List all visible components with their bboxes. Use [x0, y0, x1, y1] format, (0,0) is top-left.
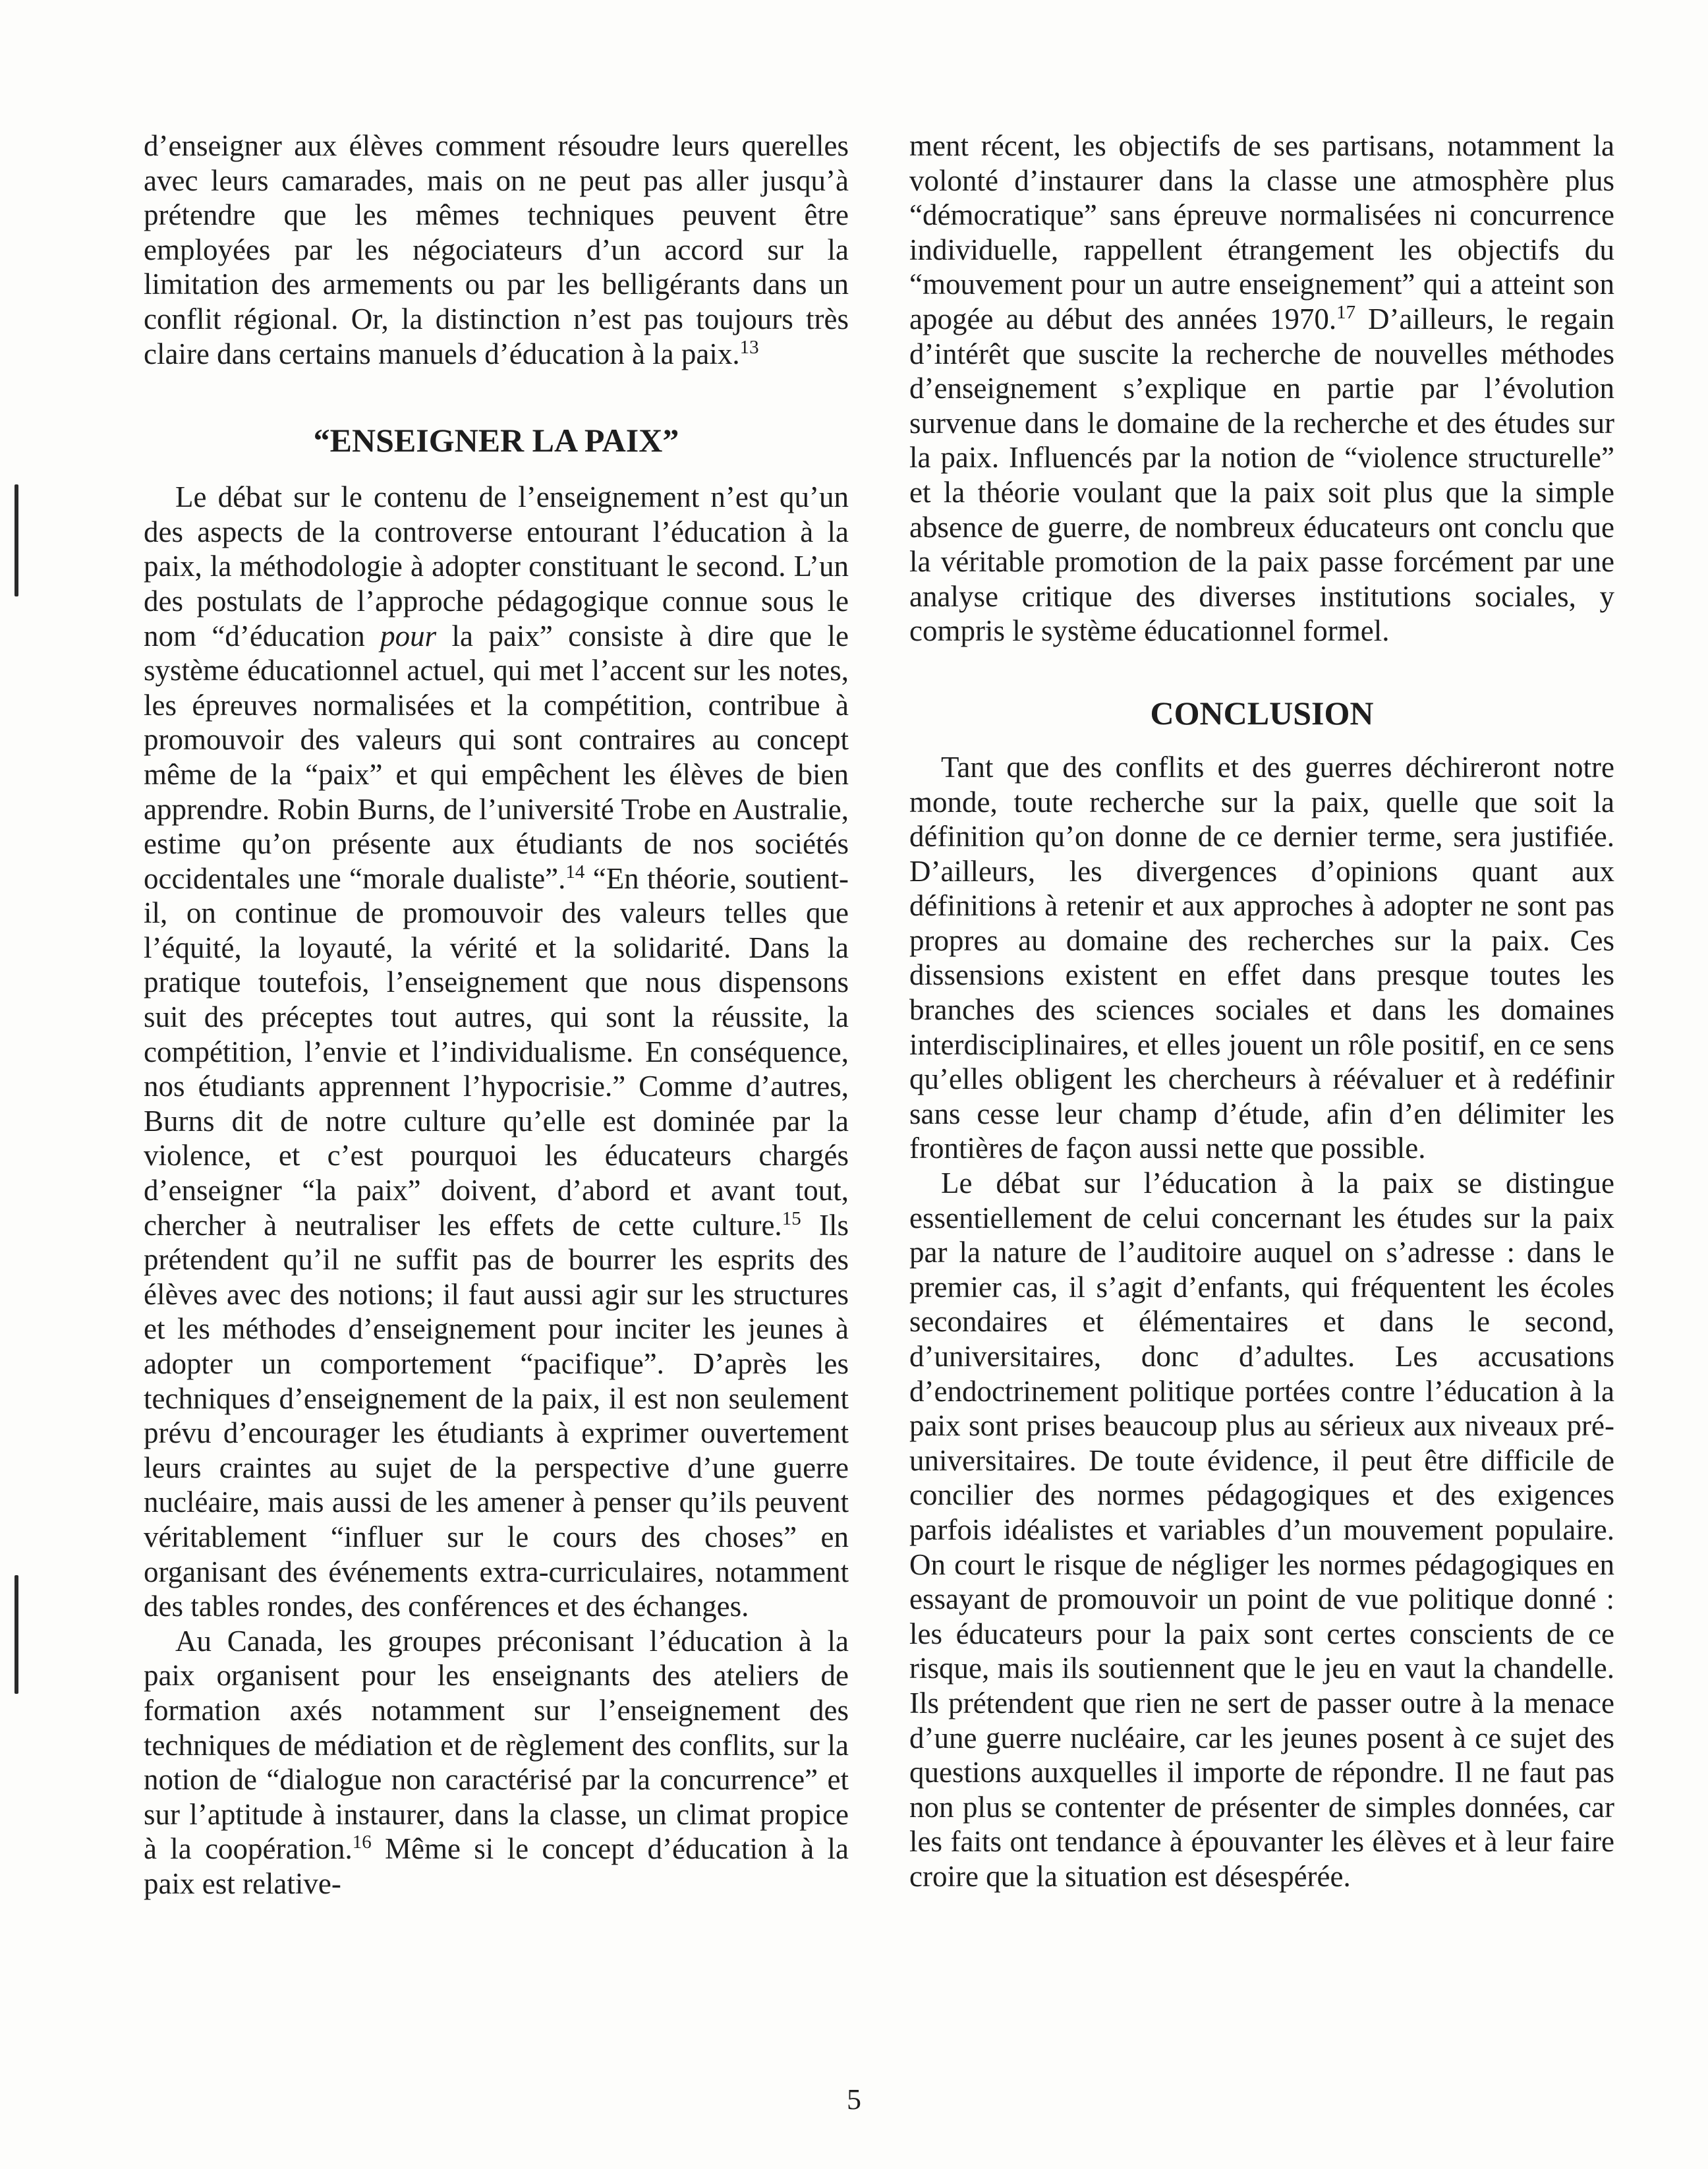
footnote-ref: 16 — [352, 1832, 372, 1853]
footnote-ref: 13 — [739, 336, 759, 358]
paragraph-continuation: d’enseigner aux élèves comment résoudre leurs querelles avec leurs camarades, mais on ne peut pas aller jusqu’à prétendre que les mêmes techniques peuvent être employées par les négociateurs d’un accord sur la limitation des armements ou par les belligérants dans un conflit régional. Or, la distinction n’est pas toujours très claire dans certains manuels d’éducation à la paix.$^{13}$ — [144, 129, 849, 370]
paragraph-canada: Au Canada, les groupes préconisant l’éducation à la paix organisent pour les enseignants des ateliers de formation axés notamment sur l’enseignement des techniques de médiation et de règlement des conflits, sur la notion de “dialogue non caractérisé par la concurrence” et sur l’aptitude à instaurer, dans la classe, un climat propice à la coopération.$^{16}$ Même si le concept d’éducation à la paix est relative- — [144, 1624, 849, 1900]
footnote-ref: 17 — [1336, 301, 1356, 323]
staple-mark-top — [14, 484, 18, 596]
section-heading-enseigner-la-paix: “ENSEIGNER LA PAIX” — [313, 422, 679, 459]
paragraph-continuation-right: ment récent, les objectifs de ses partisans, notamment la volonté d’instaurer dans la classe une atmosphère plus “démocratique” sans épreuve normalisées ni concurrence individuelle, rappellent étrangement les objectifs du “mouvement pour un autre enseignement” qui a atteint son apogée au début des années 1970.17 D’ailleurs, le regain d’intérêt que suscite la recherche de nouvelles méthodes d’enseignement s’explique en partie par l’évolution survenue dans le domaine de la recherche et des études sur la paix. Influencés par la notion de “violence structurelle” et la théorie voulant que la paix soit plus que la simple absence de guerre, de nombreux éducateurs ont conclu que la véritable promotion de la paix passe forcément par une analyse critique des diverses institutions sociales, y compris le système éducationnel formel. — [909, 129, 1614, 648]
footnote-ref: 14 — [565, 861, 585, 882]
paragraph-conclusion-2: Le débat sur l’éducation à la paix se distingue essentiellement de celui concernant les études sur la paix par la nature de l’auditoire auquel on s’adresse : dans le premier cas, il s’agit d’enfants, qui fréquentent les écoles secondaires et élémentaires et dans le second, d’universitaires, donc d’adultes. Les accusations d’endoctrinement politique portées contre l’éducation à la paix sont prises beaucoup plus au sérieux aux niveaux pré-universitaires. De toute évidence, il peut être difficile de concilier des normes pédagogiques et des exigences parfois idéalistes et variables d’un mouvement populaire. On court le risque de négliger les normes pédagogiques en essayant de promouvoir un point de vue politique donné : les éducateurs pour la paix sont certes conscients de ce risque, mais ils soutiennent que le jeu en vaut la chandelle. Ils prétendent que rien ne sert de passer outre à la menace d’une guerre nucléaire, car les jeunes posent à ce sujet des questions auxquelles il importe de répondre. Il ne faut pas non plus se contenter de présenter de simples données, car les faits ont tendance à épouvanter les élèves et à leur faire croire que la situation est désespérée. — [909, 1167, 1614, 1893]
staple-mark-bottom — [14, 1575, 18, 1694]
paragraph-conclusion-1: Tant que des conflits et des guerres déchireront notre monde, toute recherche sur la paix, quelle que soit la définition qu’on donne de ce dernier terme, sera justifiée. D’ailleurs, les divergences d’opinions quant aux définitions à retenir et aux approches à adopter ne sont pas propres au domaine des recherches sur la paix. Ces dissensions existent en effet dans presque toutes les branches des sciences sociales et dans les domaines interdisciplinaires, et elles jouent un rôle positif, en ce sens qu’elles obligent les chercheurs à réévaluer et à redéfinir sans cesse leur champ d’étude, afin d’en délimiter les frontières de façon aussi nette que possible. — [909, 750, 1614, 1165]
paragraph-methodologie: Le débat sur le contenu de l’enseignement n’est qu’un des aspects de la controverse entourant l’éducation à la paix, la méthodologie à adopter constituant le second. L’un des postulats de l’approche pédagogique connue sous le nom “d’éducation pour la paix” consiste à dire que le système éducationnel actuel, qui met l’accent sur les notes, les épreuves normalisées et la compétition, contribue à promouvoir des valeurs qui sont contraires au concept même de la “paix” et qui empêchent les élèves de bien apprendre. Robin Burns, de l’université Trobe en Australie, estime qu’on présente aux étudiants de nos sociétés occidentales une “morale dualiste”.$^{14}$ “En théorie, soutient-il, on continue de promouvoir des valeurs telles que l’équité, la loyauté, la vérité et la solidarité. Dans la pratique toutefois, l’enseignement que nous dispensons suit des préceptes tout autres, qui sont la réussite, la compétition, l’envie et l’individualisme. En conséquence, nos étudiants apprennent l’hypocrisie.” Comme d’autres, Burns dit de notre culture qu’elle est dominée par la violence, et c’est pourquoi les éducateurs chargés d’enseigner “la paix” doivent, d’abord et avant tout, chercher à neutraliser les effets de cette culture.$^{15}$ Ils prétendent qu’il ne suffit pas de bourrer les esprits des élèves avec des notions; il faut aussi agir sur les structures et les méthodes d’enseignement pour inciter les jeunes à adopter un comportement “pacifique”. D’après les techniques d’enseignement de la paix, il est non seulement prévu d’encourager les étudiants à exprimer ouvertement leurs craintes au sujet de la perspective d’une guerre nucléaire, mais aussi de les amener à penser qu’ils peuvent véritablement “influer sur le cours des choses” en organisant des événements extra-curriculaires, notamment des tables rondes, des conférences et des échanges. — [144, 480, 849, 1623]
left-column — [144, 129, 849, 1901]
page-number: 5 — [847, 2083, 861, 2116]
emphasis-pour: pour — [380, 619, 437, 652]
footnote-ref: 15 — [782, 1207, 801, 1229]
section-heading-conclusion: CONCLUSION — [1150, 694, 1374, 732]
right-column — [909, 129, 1614, 1894]
